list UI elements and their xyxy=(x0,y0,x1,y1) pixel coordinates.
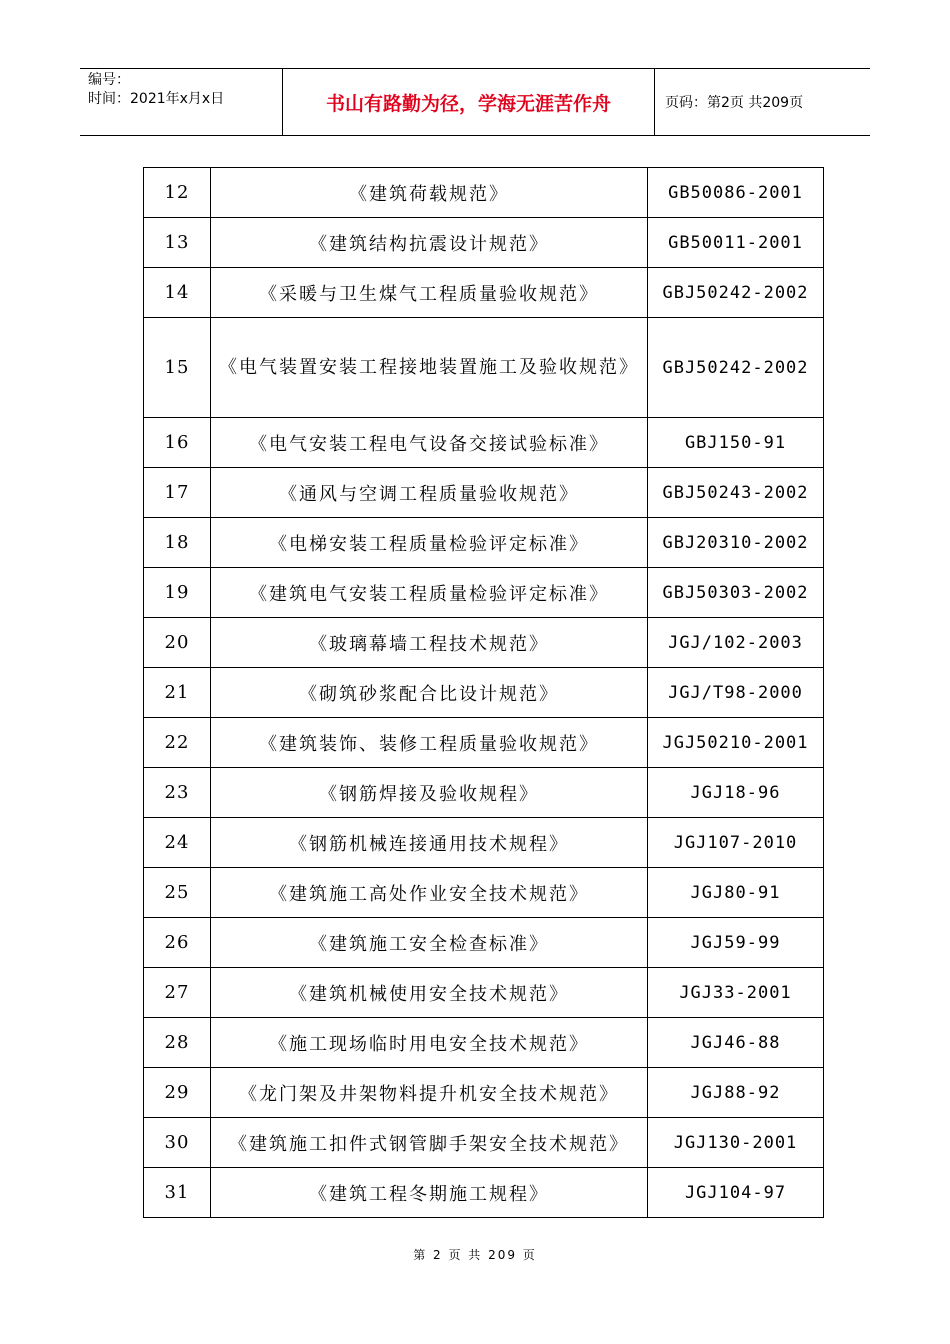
table-row xyxy=(144,418,824,468)
row-number: 20 xyxy=(144,618,211,668)
row-number: 18 xyxy=(144,518,211,568)
table-row xyxy=(144,1068,824,1118)
header-page-info: 页码：第2页 共209页 xyxy=(665,95,804,111)
standard-code: JGJ/102-2003 xyxy=(648,618,824,668)
standard-name: 《建筑机械使用安全技术规范》 xyxy=(211,968,648,1018)
standard-code: JGJ130-2001 xyxy=(648,1118,824,1168)
row-number: 24 xyxy=(144,818,211,868)
row-number: 12 xyxy=(144,168,211,218)
standard-code: JGJ18-96 xyxy=(648,768,824,818)
standard-code: JGJ80-91 xyxy=(648,868,824,918)
standard-name: 《建筑结构抗震设计规范》 xyxy=(211,218,648,268)
standard-name: 《采暖与卫生煤气工程质量验收规范》 xyxy=(211,268,648,318)
standard-name: 《建筑工程冬期施工规程》 xyxy=(211,1168,648,1218)
table-row xyxy=(144,1118,824,1168)
doc-number-label: 编号： xyxy=(88,72,130,88)
row-number: 25 xyxy=(144,868,211,918)
standard-name: 《建筑电气安装工程质量检验评定标准》 xyxy=(211,568,648,618)
date-label: 时间：2021年x月x日 xyxy=(88,91,225,107)
table-row xyxy=(144,268,824,318)
standard-code: JGJ/T98-2000 xyxy=(648,668,824,718)
standard-code: JGJ46-88 xyxy=(648,1018,824,1068)
standard-name: 《通风与空调工程质量验收规范》 xyxy=(211,468,648,518)
row-number: 23 xyxy=(144,768,211,818)
standard-code: GBJ50242-2002 xyxy=(648,318,824,418)
row-number: 30 xyxy=(144,1118,211,1168)
standard-code: GB50011-2001 xyxy=(648,218,824,268)
standard-code: GBJ50303-2002 xyxy=(648,568,824,618)
table-row xyxy=(144,518,824,568)
row-number: 17 xyxy=(144,468,211,518)
table-row xyxy=(144,568,824,618)
row-number: 28 xyxy=(144,1018,211,1068)
standard-name: 《电梯安装工程质量检验评定标准》 xyxy=(211,518,648,568)
table-row xyxy=(144,318,824,418)
standard-name: 《建筑施工安全检查标准》 xyxy=(211,918,648,968)
standard-code: GBJ50242-2002 xyxy=(648,268,824,318)
standard-code: JGJ33-2001 xyxy=(648,968,824,1018)
row-number: 26 xyxy=(144,918,211,968)
header-motto: 书山有路勤为径，学海无涯苦作舟 xyxy=(283,69,655,135)
table-row xyxy=(144,968,824,1018)
header-meta xyxy=(80,69,283,135)
standard-name: 《建筑施工扣件式钢管脚手架安全技术规范》 xyxy=(211,1118,648,1168)
standard-name: 《施工现场临时用电安全技术规范》 xyxy=(211,1018,648,1068)
row-number: 16 xyxy=(144,418,211,468)
standard-name: 《砌筑砂浆配合比设计规范》 xyxy=(211,668,648,718)
standard-name: 《电气装置安装工程接地装置施工及验收规范》 xyxy=(211,318,648,418)
row-number: 15 xyxy=(144,318,211,418)
standard-code: JGJ104-97 xyxy=(648,1168,824,1218)
table-row xyxy=(144,718,824,768)
row-number: 27 xyxy=(144,968,211,1018)
standard-name: 《建筑施工高处作业安全技术规范》 xyxy=(211,868,648,918)
table-row xyxy=(144,218,824,268)
row-number: 29 xyxy=(144,1068,211,1118)
standard-code: GBJ20310-2002 xyxy=(648,518,824,568)
standard-name: 《玻璃幕墙工程技术规范》 xyxy=(211,618,648,668)
page-header xyxy=(80,68,870,136)
standard-name: 《钢筋焊接及验收规程》 xyxy=(211,768,648,818)
row-number: 19 xyxy=(144,568,211,618)
row-number: 22 xyxy=(144,718,211,768)
table-row xyxy=(144,468,824,518)
table-row xyxy=(144,918,824,968)
standard-code: GBJ150-91 xyxy=(648,418,824,468)
standard-code: JGJ59-99 xyxy=(648,918,824,968)
page-footer: 第 2 页 共 209 页 xyxy=(413,1248,537,1262)
standard-code: JGJ88-92 xyxy=(648,1068,824,1118)
table-row xyxy=(144,868,824,918)
row-number: 13 xyxy=(144,218,211,268)
standard-code: GB50086-2001 xyxy=(648,168,824,218)
standards-table xyxy=(143,167,824,1218)
row-number: 21 xyxy=(144,668,211,718)
row-number: 31 xyxy=(144,1168,211,1218)
table-row xyxy=(144,618,824,668)
standard-name: 《钢筋机械连接通用技术规程》 xyxy=(211,818,648,868)
standard-name: 《建筑装饰、装修工程质量验收规范》 xyxy=(211,718,648,768)
table-row xyxy=(144,818,824,868)
table-row xyxy=(144,168,824,218)
table-row xyxy=(144,1018,824,1068)
standard-code: JGJ107-2010 xyxy=(648,818,824,868)
row-number: 14 xyxy=(144,268,211,318)
standard-code: JGJ50210-2001 xyxy=(648,718,824,768)
table-row xyxy=(144,768,824,818)
table-row xyxy=(144,1168,824,1218)
standard-name: 《建筑荷载规范》 xyxy=(211,168,648,218)
standard-code: GBJ50243-2002 xyxy=(648,468,824,518)
standard-name: 《电气安装工程电气设备交接试验标准》 xyxy=(211,418,648,468)
table-row xyxy=(144,668,824,718)
standard-name: 《龙门架及井架物料提升机安全技术规范》 xyxy=(211,1068,648,1118)
